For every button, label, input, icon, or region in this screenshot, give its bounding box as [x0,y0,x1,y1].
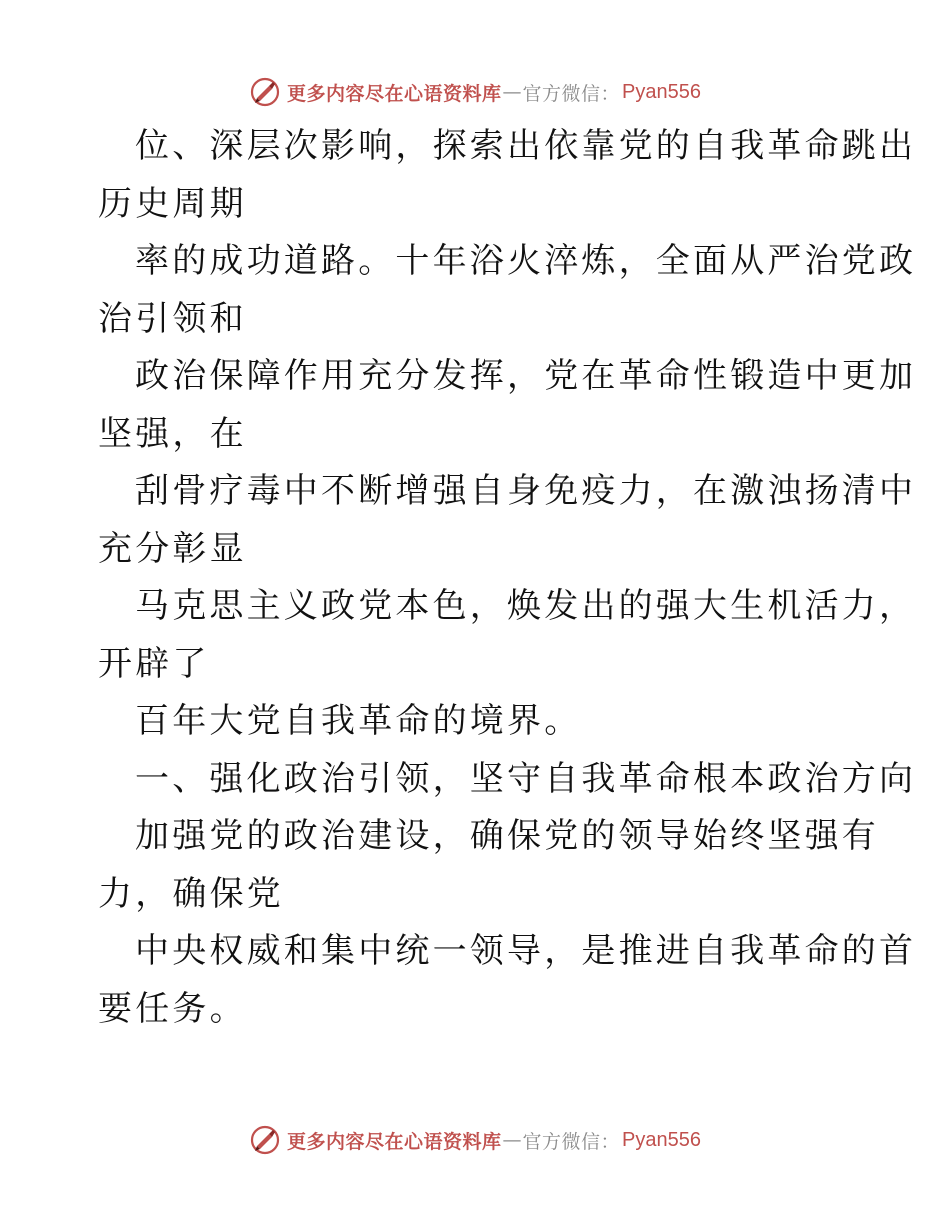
promo-text: 更多内容尽在心语资料库 [287,82,502,105]
paragraph-line: 力，确保党 [98,873,284,914]
pen-logo-icon [249,1124,281,1156]
pen-logo-icon [249,76,281,108]
paragraph-line: 要任务。 [98,988,247,1029]
body-text [98,118,917,1038]
paragraph-line: 坚强，在 [98,413,247,454]
promo-text: 更多内容尽在心语资料库 [287,1130,502,1153]
header-banner [0,72,950,112]
paragraph-line: 马克思主义政党本色，焕发出的强大生机活力， [135,586,917,626]
separator-dash: — [502,1129,522,1151]
footer-banner [0,1120,950,1160]
official-wechat-label: 官方微信： [522,1130,621,1153]
section-heading: 一、强化政治引领，坚守自我革命根本政治方向 [135,758,917,799]
paragraph-line: 中央权威和集中统一领导，是推进自我革命的首 [135,931,917,971]
paragraph-line: 率的成功道路。十年浴火淬炼，全面从严治党政 [135,241,917,281]
wechat-id: Pyan556 [622,1128,701,1151]
paragraph-line: 治引领和 [98,298,247,339]
paragraph-line: 加强党的政治建设，确保党的领导始终坚强有 [135,816,879,856]
paragraph-line: 百年大党自我革命的境界。 [135,701,582,741]
paragraph-line: 历史周期 [98,183,247,224]
paragraph-line: 充分彰显 [98,528,247,569]
paragraph-line: 刮骨疗毒中不断增强自身免疫力，在激浊扬清中 [135,471,917,511]
official-wechat-label: 官方微信： [522,82,621,105]
wechat-id: Pyan556 [622,80,701,103]
paragraph-line: 位、深层次影响，探索出依靠党的自我革命跳出 [135,126,917,166]
separator-dash: — [502,81,522,103]
paragraph-line: 开辟了 [98,643,210,684]
paragraph-line: 政治保障作用充分发挥，党在革命性锻造中更加 [135,356,917,396]
